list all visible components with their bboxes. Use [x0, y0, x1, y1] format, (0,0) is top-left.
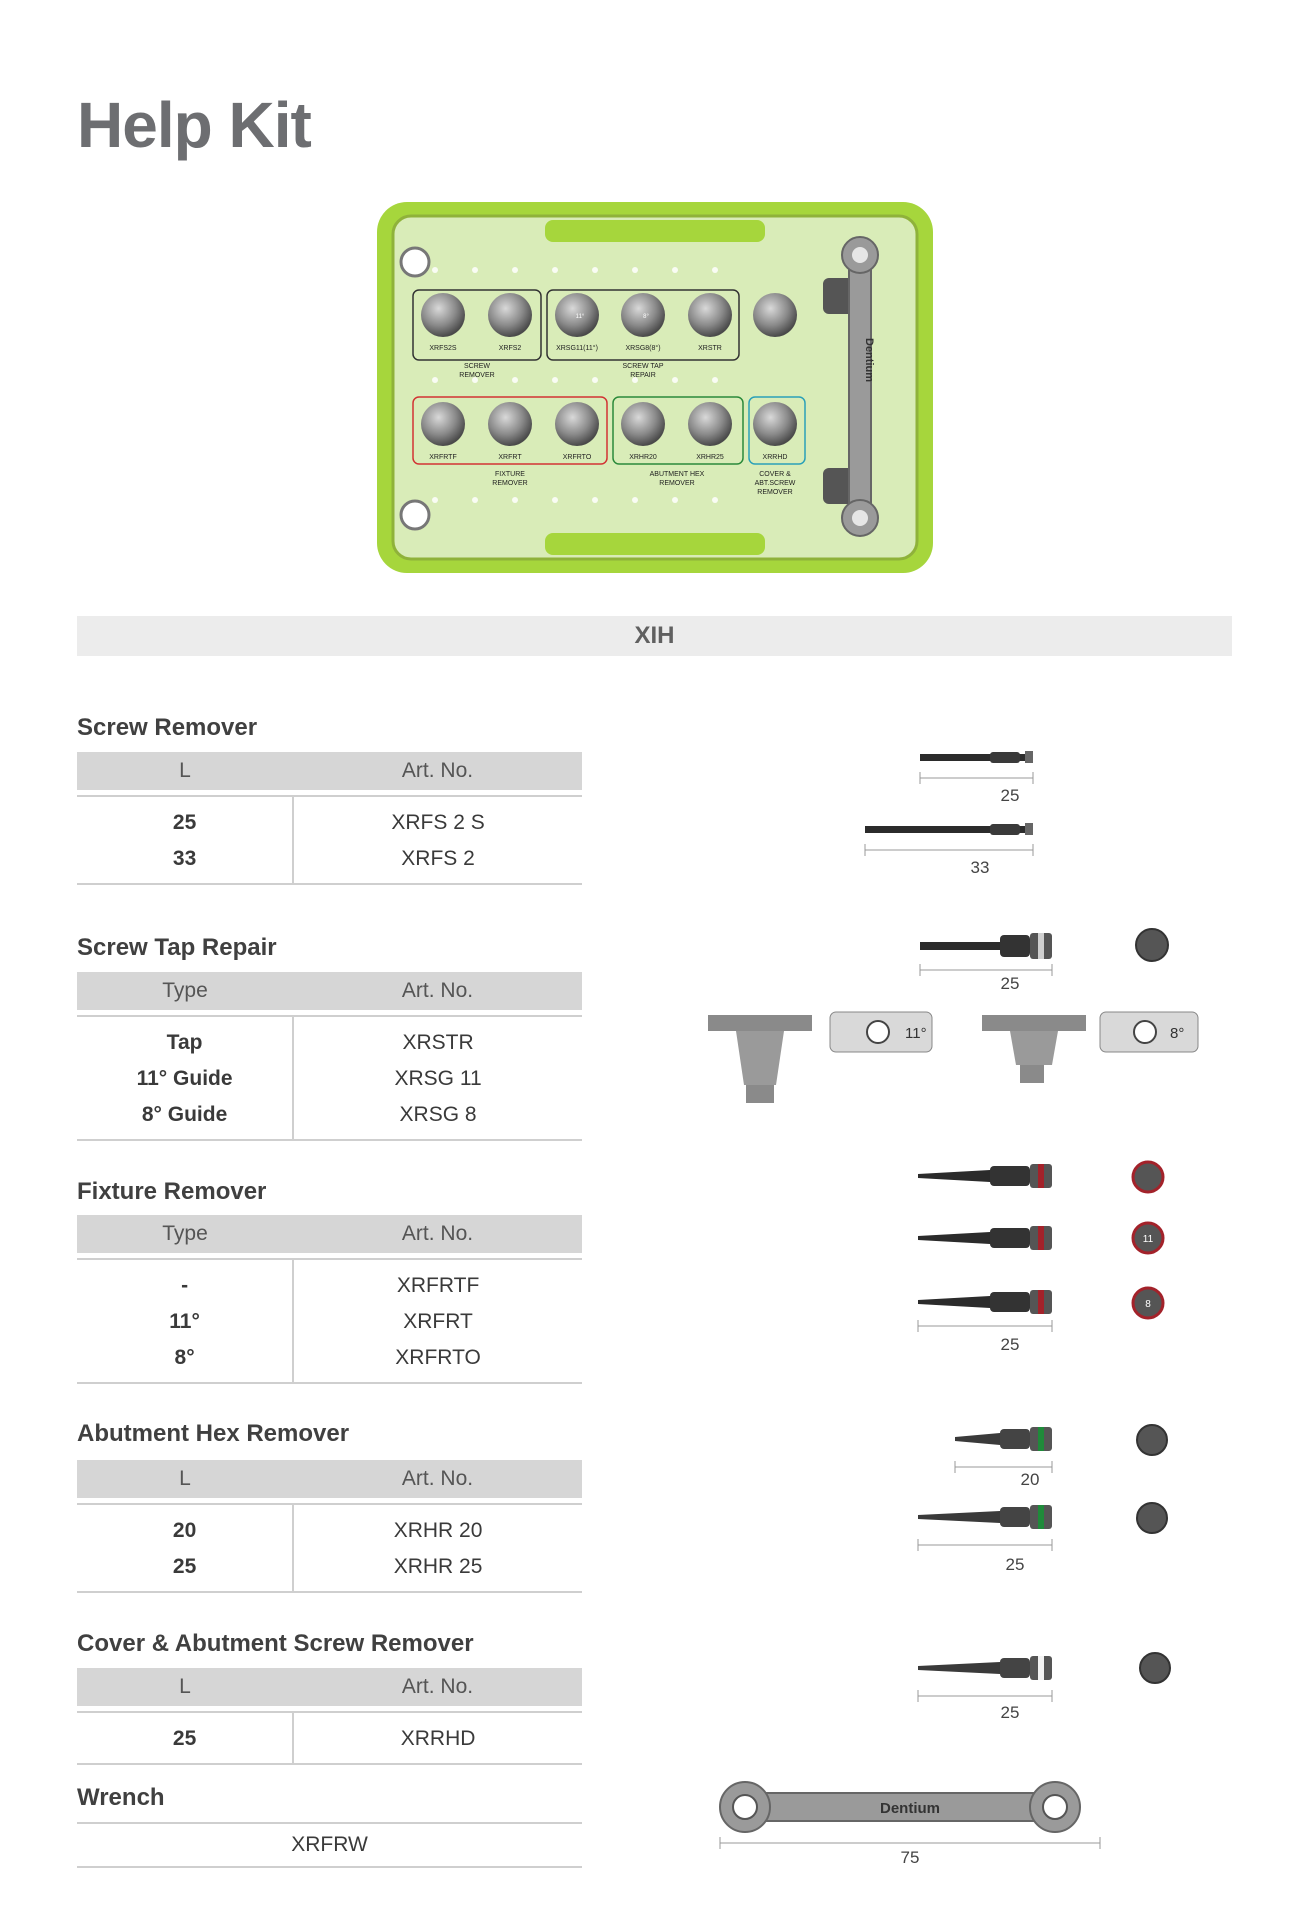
section-title: Wrench — [77, 1784, 165, 1811]
table-cell: XRHR 20 — [393, 1519, 483, 1542]
dimension-label: 75 — [900, 1848, 920, 1867]
tray-slot-label: XRFRTO — [562, 454, 592, 461]
table-cell: 25 — [172, 811, 197, 834]
table-cell: XRSG 8 — [399, 1103, 477, 1126]
screw-tap-repair-drawing — [700, 915, 1220, 1115]
table-cell: XRRHD — [400, 1727, 476, 1750]
table-cell: XRFS 2 — [401, 847, 475, 870]
table-cell: XRSTR — [402, 1031, 474, 1054]
column-header: Type — [162, 979, 208, 1002]
wrench-art-no: XRFRW — [77, 1822, 582, 1868]
cap-label: 8 — [1145, 1299, 1151, 1310]
help-kit-tray-image — [375, 200, 935, 575]
cover-abutment-screw-remover-table — [77, 1668, 582, 1765]
table-cell: 11° Guide — [136, 1067, 233, 1090]
table-cell: 8° — [174, 1346, 195, 1369]
page-title: Help Kit — [77, 89, 311, 161]
table-cell: 25 — [172, 1555, 197, 1578]
tray-group-label: SCREW — [463, 363, 491, 370]
table-cell: XRHR 25 — [393, 1555, 483, 1578]
tray-slot-label: XRRHD — [762, 454, 788, 461]
column-header: Type — [162, 1222, 208, 1245]
table-cell: Tap — [166, 1031, 203, 1054]
table-cell: 20 — [172, 1519, 197, 1542]
table-cell: XRFRTF — [396, 1274, 480, 1297]
tray-wrench-brand: Dentium — [863, 338, 875, 382]
tray-slot-label: XRHR25 — [696, 454, 724, 461]
tray-slot-label: XRFS2 — [498, 345, 522, 352]
section-title: Abutment Hex Remover — [77, 1420, 350, 1447]
fixture-remover-drawing — [900, 1150, 1200, 1350]
dimension-label: 33 — [970, 858, 990, 877]
abutment-hex-remover-drawing — [900, 1415, 1200, 1585]
table-cell: XRFRTO — [395, 1346, 481, 1369]
table-cell: 33 — [172, 847, 197, 870]
abutment-hex-remover-table — [77, 1460, 582, 1593]
column-header: Art. No. — [401, 759, 474, 782]
tray-group-label: REMOVER — [659, 480, 695, 487]
tray-group-label: COVER & — [759, 471, 791, 478]
column-header: Art. No. — [401, 979, 474, 1002]
tray-group-label: REPAIR — [630, 372, 656, 379]
section-title: Screw Remover — [77, 714, 258, 741]
column-header: L — [179, 759, 191, 782]
column-header: Art. No. — [401, 1675, 474, 1698]
dimension-label: 25 — [1005, 1555, 1025, 1574]
table-cell: XRSG 11 — [394, 1067, 482, 1090]
model-header: XIH — [77, 616, 1232, 656]
tray-group-label: FIXTURE — [495, 471, 525, 478]
guide-label: 11° — [905, 1025, 927, 1042]
tray-group-label: ABT.SCREW — [754, 480, 796, 487]
tray-guide-label: 11° — [575, 314, 585, 320]
cover-screw-remover-drawing — [900, 1640, 1200, 1720]
cap-label: 11 — [1142, 1234, 1154, 1245]
tray-group-label: SCREW TAP — [622, 363, 664, 370]
table-cell: XRFRT — [403, 1310, 473, 1333]
tray-slot-label: XRFRT — [498, 454, 522, 461]
column-header: L — [179, 1467, 191, 1490]
guide-label: 8° — [1170, 1025, 1185, 1042]
section-title: Screw Tap Repair — [77, 934, 277, 961]
dimension-label: 25 — [1000, 786, 1020, 805]
wrench-brand: Dentium — [880, 1800, 940, 1817]
column-header: Art. No. — [401, 1222, 474, 1245]
tray-group-label: REMOVER — [459, 372, 495, 379]
tray-group-label: ABUTMENT HEX — [649, 471, 705, 478]
table-cell: XRFS 2 S — [391, 811, 485, 834]
dimension-label: 25 — [1000, 974, 1020, 993]
screw-remover-table — [77, 752, 582, 885]
tray-slot-label: XRFRTF — [429, 454, 457, 461]
screw-tap-repair-table — [77, 972, 582, 1141]
dimension-label: 25 — [1000, 1703, 1020, 1722]
table-cell: - — [181, 1274, 189, 1297]
tray-slot-label: XRFS2S — [429, 345, 457, 352]
tray-guide-label: 8° — [643, 314, 649, 320]
tray-slot-label: XRSG11(11°) — [556, 345, 598, 352]
column-header: Art. No. — [401, 1467, 474, 1490]
column-header: L — [179, 1675, 191, 1698]
tray-group-label: REMOVER — [757, 489, 793, 496]
table-cell: 25 — [172, 1727, 197, 1750]
section-title: Cover & Abutment Screw Remover — [77, 1630, 474, 1657]
tray-slot-label: XRHR20 — [629, 454, 657, 461]
dimension-label: 20 — [1020, 1470, 1040, 1489]
section-title: Fixture Remover — [77, 1178, 267, 1205]
table-cell: 11° — [169, 1310, 200, 1333]
wrench-drawing — [715, 1775, 1115, 1855]
tray-slot-label: XRSTR — [698, 345, 722, 352]
table-cell: 8° Guide — [141, 1103, 228, 1126]
dimension-label: 25 — [1000, 1335, 1020, 1354]
tray-group-label: REMOVER — [492, 480, 528, 487]
tray-slot-label: XRSG8(8°) — [625, 345, 661, 352]
fixture-remover-table — [77, 1215, 582, 1384]
